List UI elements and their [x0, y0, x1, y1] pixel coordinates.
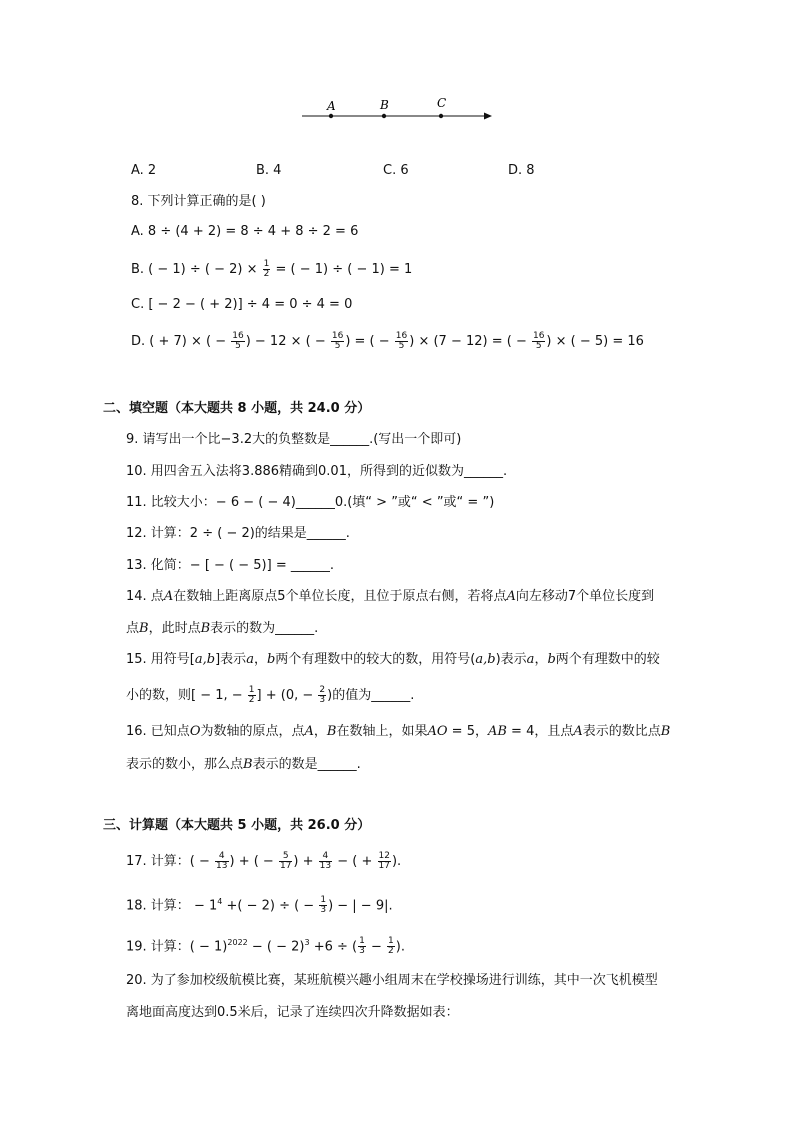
q14-line-1: 14. 点A在数轴上距离原点5个单位长度，且位于原点右侧，若将点A向左移动7个单位长度到	[126, 589, 655, 604]
fraction: $\frac{1}{3}$	[359, 936, 365, 957]
section-2-heading: 二、填空题（本大题共 8 小题，共 24.0 分）	[103, 401, 371, 416]
q20-line-2: 离地面高度达到0.5米后，记录了连续四次升降数据如表：	[126, 1005, 459, 1020]
q7-option-d: D. 8	[508, 163, 535, 178]
point-c	[439, 114, 443, 118]
q18: 18. 计算： − $1^4$ +( − 2) ÷ ( − $\frac{1}{3}$ ) − | − 9|.	[126, 895, 393, 916]
number-line-figure	[296, 92, 501, 128]
q8-option-c: C. [ − 2 − ( + 2)] ÷ 4 = 0 ÷ 4 = 0	[131, 297, 353, 312]
fraction: $\frac{2}{3}$	[319, 685, 326, 705]
q13: 13. 化简：− [ − ( − 5)] = ______.	[126, 558, 334, 573]
fraction: $\frac{16}{5}$	[331, 331, 344, 351]
fraction: $\frac{1}{2}$	[263, 259, 270, 279]
q8-option-b	[131, 260, 412, 279]
q7-option-a: A. 2	[131, 163, 157, 178]
fraction: $\frac{1}{2}$	[388, 936, 394, 957]
number-line-arrow	[484, 113, 492, 120]
q19: 19. 计算：( − 1)$^{2022}$ − ( − 2)$^3$ +6 ÷ ( $\frac{1}{3}$ − $\frac{1}{2}$ ).	[126, 936, 405, 957]
q7-option-c: C. 6	[383, 163, 409, 178]
q9: 9. 请写出一个比−3.2大的负整数是______.(写出一个即可)	[126, 432, 462, 447]
q8-option-d: D. ( + 7) × ( − $\frac{16}{5}$ ) − 12 × ( − $\frac{16}{5}$ ) = ( − $\frac{16}{5}$ ) × (7 − 12) = ( − $\frac{16}{5}$ ) × ( − 5) = 16	[131, 331, 644, 351]
fraction: $\frac{4}{13}$	[216, 851, 228, 871]
q10: 10. 用四舍五入法将3.886精确到0.01，所得到的近似数为______.	[126, 464, 508, 479]
label-a: A	[327, 99, 336, 113]
q8-b-text: = ( − 1) ÷ ( − 1) = 1	[271, 262, 413, 277]
q14-line-2: 点B，此时点B表示的数为______.	[126, 621, 319, 636]
point-a	[329, 114, 333, 118]
label-b: B	[380, 98, 389, 112]
q8-stem: 8. 下列计算正确的是( )	[131, 194, 266, 209]
q7-option-b: B. 4	[256, 163, 282, 178]
q15-line-1: 15. 用符号[a,b]表示a，b两个有理数中的较大的数，用符号(a,b)表示a，b两个有理数中的较	[126, 652, 660, 667]
q17: 17. 计算：( − $\frac{4}{13}$ ) + ( − $\frac{5}{17}$ ) + $\frac{4}{13}$ − ( + $\frac{12}{17}$ ).	[126, 851, 402, 871]
fraction: $\frac{1}{2}$	[248, 685, 255, 705]
fraction: $\frac{12}{17}$	[378, 851, 390, 871]
label-c: C	[437, 96, 447, 110]
fraction: $\frac{5}{17}$	[279, 851, 292, 871]
q16-line-1: 16. 已知点O为数轴的原点，点A，B在数轴上，如果AO = 5，AB = 4，且点A表示的数比点B	[126, 724, 671, 739]
section-3-heading: 三、计算题（本大题共 5 小题，共 26.0 分）	[103, 818, 371, 833]
q11: 11. 比较大小：− 6 − ( − 4)______0.(填“ > ”或“ < ”或“ = ”)	[126, 495, 495, 510]
fraction: $\frac{4}{13}$	[319, 851, 332, 871]
q16-line-2: 表示的数小，那么点B表示的数是______.	[126, 757, 361, 772]
q12: 12. 计算：2 ÷ ( − 2)的结果是______.	[126, 526, 350, 541]
q8-b-text: B. ( − 1) ÷ ( − 2) ×	[131, 262, 262, 277]
fraction: $\frac{16}{5}$	[232, 331, 244, 351]
fraction: $\frac{16}{5}$	[395, 331, 408, 351]
point-b	[382, 114, 386, 118]
fraction: $\frac{16}{5}$	[532, 331, 545, 351]
q15-line-2: 小的数，则[ − 1, − $\frac{1}{2}$ ] + (0, − $\frac{2}{3}$ )的值为______.	[126, 685, 415, 705]
fraction: $\frac{1}{3}$	[320, 895, 327, 916]
q8-option-a: A. 8 ÷ (4 + 2) = 8 ÷ 4 + 8 ÷ 2 = 6	[131, 224, 359, 239]
q20-line-1: 20. 为了参加校级航模比赛，某班航模兴趣小组周末在学校操场进行训练，其中一次飞机模型	[126, 973, 658, 988]
